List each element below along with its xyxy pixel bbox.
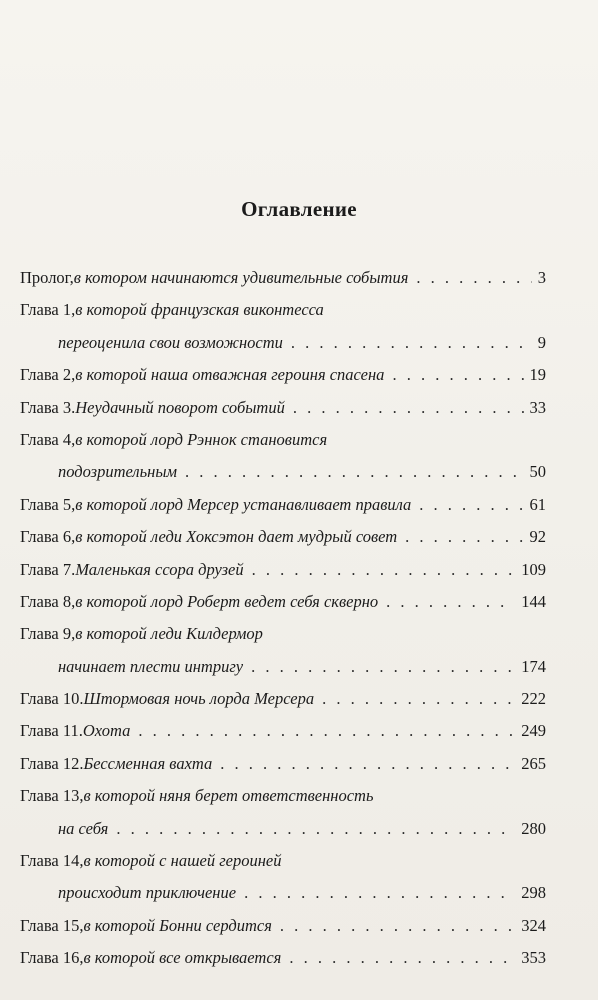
toc-entry-line [20,715,546,747]
chapter-description: в которой с нашей героиней [83,851,282,871]
toc-entry-line [20,392,546,424]
chapter-description: Бессменная вахта [83,753,213,773]
dot-leader [244,877,515,909]
chapter-description: в которой лорд Рэннок становится [75,429,328,449]
toc-entry-line [20,942,546,974]
page-number: 174 [521,656,546,676]
dot-leader [252,554,516,586]
chapter-label: Глава 1, [20,300,76,320]
toc-entry-line [20,359,546,391]
page-number: 353 [521,948,546,968]
chapter-description: подозрительным [58,462,178,482]
page-number: 249 [521,721,546,741]
chapter-label: Глава 2, [20,365,76,385]
dot-leader [138,715,515,747]
page-number: 222 [521,689,546,709]
page-number: 280 [521,818,546,838]
toc-title: Оглавление [241,197,357,221]
page-number: 324 [521,915,546,935]
page-number: 33 [529,397,546,417]
chapter-label: Пролог, [20,268,74,287]
page-number: 50 [529,462,546,482]
dot-leader [392,359,523,391]
chapter-description: в которой французская виконтесса [75,300,324,320]
toc-entry-line [20,262,546,294]
toc-entry-line [20,586,546,618]
toc-entry-line [20,489,546,521]
chapter-label: Глава 16, [20,948,84,968]
page-number: 61 [529,494,546,514]
chapter-label: Глава 14, [20,851,84,871]
chapter-description: в которой леди Килдермор [75,624,263,644]
dot-leader [386,586,515,618]
toc-entry-line [20,521,546,553]
chapter-description: в которой няня берет ответственность [83,786,374,806]
toc-entry-line [20,780,546,812]
dot-leader [251,651,515,683]
toc-entry-line [20,845,546,877]
toc-entry-line [20,327,546,359]
dot-leader [185,456,523,488]
page-number: 19 [529,365,546,385]
toc-entry-line [20,651,546,683]
chapter-description: в которой лорд Мерсер устанавливает правила [75,494,412,514]
chapter-label: Глава 15, [20,915,84,935]
toc-entry-line [20,456,546,488]
chapter-label: Глава 6, [20,527,76,547]
toc-entry-line [20,294,546,326]
dot-leader [289,942,515,974]
dot-leader [293,392,524,424]
toc-entry-line [20,618,546,650]
chapter-label: Глава 13, [20,786,84,806]
chapter-description: Штормовая ночь лорда Мерсера [83,689,315,709]
dot-leader [220,748,515,780]
dot-leader [419,489,523,521]
dot-leader [322,683,515,715]
chapter-description: в которой наша отважная героиня спасена [75,365,385,385]
chapter-description: Маленькая ссора друзей [75,559,244,579]
toc-entry-line [20,910,546,942]
chapter-description: переоценила свои возможности [58,332,283,352]
chapter-label: Глава 4, [20,429,76,449]
table-of-contents [20,262,546,975]
chapter-label: Глава 12. [20,753,84,773]
chapter-description: в которой лорд Роберт ведет себя скверно [75,591,379,611]
chapter-label: Глава 8, [20,591,76,611]
toc-entry-line [20,748,546,780]
chapter-description: в которой Бонни сердится [83,915,272,935]
chapter-label: Глава 5, [20,494,76,514]
chapter-label: Глава 10. [20,689,84,709]
dot-leader [416,262,531,294]
chapter-description: Охота [82,721,131,741]
page-number: 298 [521,883,546,903]
page-number: 9 [537,332,546,352]
dot-leader [291,327,532,359]
page-number: 144 [521,591,546,611]
page-number: 265 [521,753,546,773]
toc-entry-line [20,683,546,715]
chapter-description: на себя [58,818,109,838]
toc-entry-line [20,813,546,845]
toc-entry-line [20,554,546,586]
chapter-label: Глава 9, [20,624,76,644]
chapter-description: в которой леди Хоксэтон дает мудрый совет [75,527,398,547]
page-number: 109 [521,559,546,579]
toc-entry-line [20,424,546,456]
toc-entry-line [20,877,546,909]
chapter-description: Неудачный поворот событий [75,397,285,417]
chapter-label: Глава 11. [20,721,83,741]
dot-leader [116,813,515,845]
chapter-description: начинает плести интригу [58,656,244,676]
chapter-description: в котором начинаются удивительные события [73,268,409,287]
page-number: 92 [529,527,546,547]
dot-leader [280,910,515,942]
dot-leader [405,521,523,553]
page-number: 3 [537,268,546,287]
chapter-description: в которой все открывается [83,948,282,968]
chapter-label: Глава 7. [20,559,76,579]
chapter-description: происходит приключение [58,883,237,903]
chapter-label: Глава 3. [20,397,76,417]
